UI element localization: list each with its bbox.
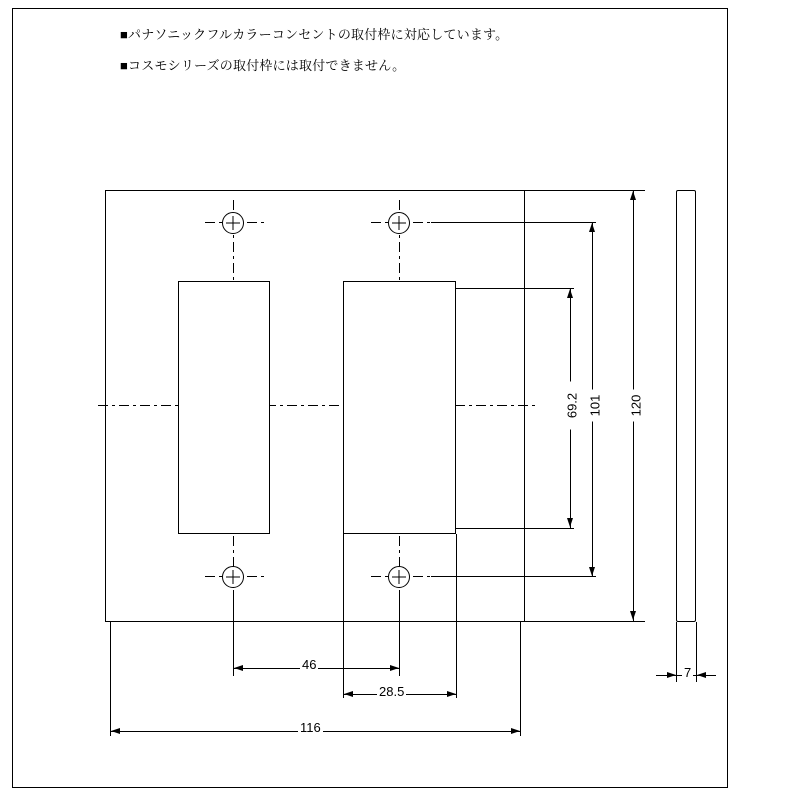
dim-arrow-46-left	[234, 665, 243, 671]
dim-label-69-2: 69.2	[565, 382, 580, 430]
dim-label-120: 120	[629, 390, 644, 422]
dim-label-101: 101	[588, 390, 603, 422]
dim-label-28-5: 28.5	[379, 684, 405, 699]
ext-line-height-top	[525, 190, 645, 191]
ext-line-7-left	[676, 622, 677, 682]
dim-arrow-7-left	[667, 672, 676, 678]
ext-line-69-2-top	[456, 288, 574, 289]
outlet-opening-left	[178, 281, 270, 534]
side-view-plate-outline	[676, 190, 696, 622]
ext-line-46-right	[399, 590, 400, 676]
dim-arrow-7-right	[697, 672, 706, 678]
screw-hole-bottom-left	[222, 566, 244, 588]
note-line-1: ■パナソニックフルカラーコンセントの取付枠に対応しています。	[120, 27, 509, 42]
center-line-horizontal	[98, 405, 538, 406]
dim-label-116: 116	[300, 720, 321, 735]
ext-line-46-left	[233, 590, 234, 676]
ext-line-28-5-right	[456, 534, 457, 698]
ext-line-28-5-left	[343, 534, 344, 698]
front-view-plate-outline	[105, 190, 525, 622]
dim-arrow-28-5-left	[344, 691, 353, 697]
dim-arrow-120-top	[630, 191, 636, 200]
screw-hole-bottom-right	[388, 566, 410, 588]
ext-line-height-bottom	[525, 621, 645, 622]
dim-arrow-101-bottom	[589, 567, 595, 576]
dim-label-7: 7	[684, 665, 692, 680]
dim-arrow-69-2-bottom	[567, 518, 573, 527]
dim-arrow-69-2-top	[567, 289, 573, 298]
ext-line-116-left	[110, 622, 111, 736]
ext-line-69-2-bottom	[456, 528, 574, 529]
outlet-opening-right	[343, 281, 456, 534]
screw-hole-top-right	[388, 212, 410, 234]
screw-hole-top-left	[222, 212, 244, 234]
dim-arrow-28-5-right	[447, 691, 456, 697]
note-line-2: ■コスモシリーズの取付枠には取付できません。	[120, 58, 406, 73]
ext-line-116-right	[520, 622, 521, 736]
dim-arrow-116-left	[111, 728, 120, 734]
dim-label-46: 46	[302, 657, 317, 672]
dim-arrow-101-top	[589, 223, 595, 232]
ext-line-101-top	[431, 222, 596, 223]
dim-arrow-120-bottom	[630, 611, 636, 620]
dim-arrow-46-right	[390, 665, 399, 671]
dim-arrow-116-right	[511, 728, 520, 734]
